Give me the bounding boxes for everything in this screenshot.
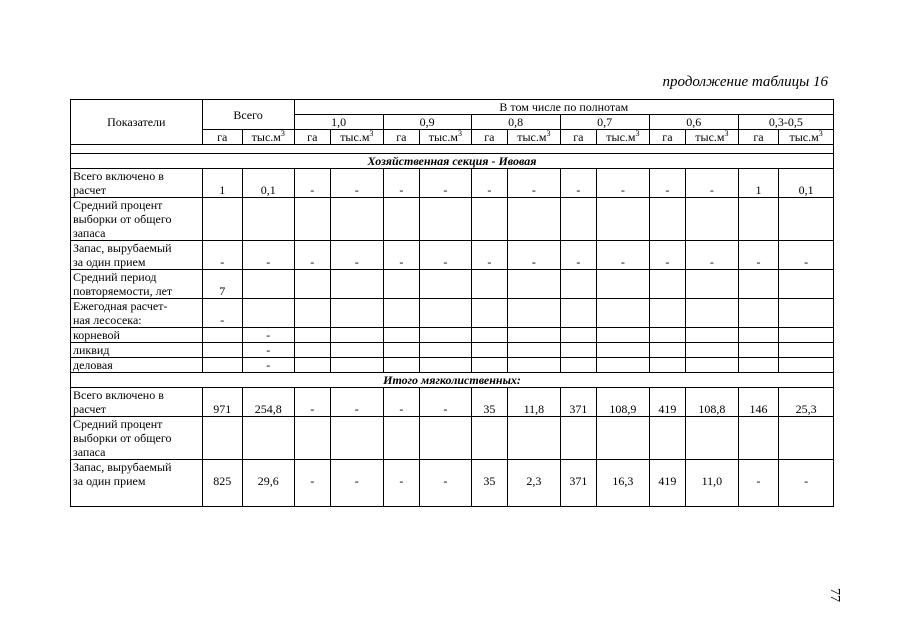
table-cell	[686, 343, 739, 358]
table-cell	[202, 417, 242, 460]
table-cell: 29,6	[242, 460, 294, 507]
table-cell: -	[649, 241, 685, 270]
header-unit-ha: га	[649, 130, 685, 145]
table-cell	[686, 270, 739, 299]
table-cell	[331, 417, 384, 460]
table-cell: -	[383, 241, 419, 270]
unit-m3-sup: 3	[280, 129, 285, 138]
table-cell	[508, 358, 561, 373]
header-density-3: 0,7	[560, 115, 649, 130]
table-cell	[738, 358, 778, 373]
table-row	[71, 169, 834, 198]
table-cell	[560, 358, 596, 373]
row-label	[71, 358, 203, 373]
table-cell	[597, 270, 650, 299]
table-cell: 419	[649, 460, 685, 507]
table-cell	[686, 358, 739, 373]
table-cell: -	[560, 169, 596, 198]
table-cell	[649, 270, 685, 299]
table-cell	[420, 343, 472, 358]
table-cell	[738, 299, 778, 328]
table-cell: -	[738, 241, 778, 270]
data-table	[70, 99, 834, 507]
table-cell	[294, 328, 330, 343]
table-cell	[202, 343, 242, 358]
row-label-line: Средний процент	[73, 417, 163, 431]
table-cell: 1	[202, 169, 242, 198]
table-cell: 2,3	[508, 460, 561, 507]
header-unit-ha: га	[202, 130, 242, 145]
table-cell	[597, 343, 650, 358]
table-cell	[471, 343, 507, 358]
table-cell	[202, 358, 242, 373]
table-cell: 146	[738, 388, 778, 417]
table-cell	[560, 270, 596, 299]
table-cell	[597, 417, 650, 460]
table-cell: -	[420, 241, 472, 270]
header-total: Всего	[202, 100, 294, 130]
table-cell	[331, 343, 384, 358]
table-row	[71, 417, 834, 460]
table-row	[71, 388, 834, 417]
table-cell	[383, 270, 419, 299]
table-cell	[738, 343, 778, 358]
row-label	[71, 460, 203, 507]
table-row	[71, 270, 834, 299]
header-density-0: 1,0	[294, 115, 383, 130]
table-cell	[686, 328, 739, 343]
table-row	[71, 328, 834, 343]
header-unit-m3	[242, 130, 294, 145]
row-label-line: выборки от общего	[73, 431, 172, 445]
header-unit-ha: га	[294, 130, 330, 145]
table-cell	[738, 417, 778, 460]
table-cell: 7	[202, 270, 242, 299]
table-row	[71, 198, 834, 241]
header-unit-m3	[508, 130, 561, 145]
table-cell: 0,1	[242, 169, 294, 198]
table-cell	[738, 270, 778, 299]
table-cell: 0,1	[779, 169, 834, 198]
table-cell	[560, 198, 596, 241]
row-label-line: за один прием	[73, 474, 146, 488]
row-label	[71, 417, 203, 460]
table-cell	[597, 328, 650, 343]
table-cell	[779, 343, 834, 358]
row-label	[71, 328, 203, 343]
table-cell: 16,3	[597, 460, 650, 507]
table-cell: -	[294, 388, 330, 417]
table-cell	[779, 198, 834, 241]
table-cell	[597, 299, 650, 328]
table-cell: -	[383, 460, 419, 507]
table-row	[71, 343, 834, 358]
row-label-line: ная лесосека:	[73, 313, 142, 327]
header-indicators: Показатели	[71, 100, 203, 145]
table-cell: 11,0	[686, 460, 739, 507]
unit-m3-sup: 3	[724, 129, 729, 138]
table-cell	[242, 270, 294, 299]
table-cell: -	[242, 358, 294, 373]
header-by-density: В том числе по полнотам	[294, 100, 833, 115]
table-cell: -	[597, 169, 650, 198]
row-label	[71, 270, 203, 299]
table-cell	[294, 198, 330, 241]
table-cell: 1	[738, 169, 778, 198]
table-cell	[202, 328, 242, 343]
table-cell: 371	[560, 460, 596, 507]
table-row	[71, 460, 834, 507]
table-cell: -	[383, 388, 419, 417]
table-row	[71, 241, 834, 270]
table-cell	[294, 299, 330, 328]
table-cell	[331, 358, 384, 373]
table-cell	[331, 270, 384, 299]
table-cell	[383, 343, 419, 358]
row-label	[71, 198, 203, 241]
table-cell: 35	[471, 460, 507, 507]
table-cell	[508, 343, 561, 358]
row-label	[71, 241, 203, 270]
header-unit-ha: га	[383, 130, 419, 145]
table-cell	[779, 328, 834, 343]
table-cell	[508, 299, 561, 328]
table-cell: -	[242, 328, 294, 343]
unit-m3-text: тыс.м	[606, 130, 636, 144]
row-label-line: Всего включено в	[73, 388, 164, 402]
table-cell	[649, 328, 685, 343]
header-density-4: 0,6	[649, 115, 738, 130]
table-cell: -	[597, 241, 650, 270]
blank-row	[71, 145, 834, 154]
header-row-1	[71, 100, 834, 115]
table-cell: -	[560, 241, 596, 270]
unit-m3-text: тыс.м	[251, 130, 281, 144]
table-cell	[779, 417, 834, 460]
row-label-line: повторяемости, лет	[73, 284, 173, 298]
section-title: Итого мягколиственных:	[71, 373, 834, 388]
table-cell	[242, 299, 294, 328]
table-cell: -	[686, 169, 739, 198]
section-title-row	[71, 154, 834, 169]
table-cell: -	[471, 169, 507, 198]
table-cell	[686, 299, 739, 328]
table-cell	[560, 417, 596, 460]
table-cell	[597, 198, 650, 241]
table-row	[71, 299, 834, 328]
table-cell	[471, 328, 507, 343]
table-cell	[420, 358, 472, 373]
table-cell	[649, 198, 685, 241]
table-cell	[294, 270, 330, 299]
table-cell: -	[383, 169, 419, 198]
header-unit-m3	[779, 130, 834, 145]
table-cell: 971	[202, 388, 242, 417]
table-cell	[202, 198, 242, 241]
table-cell	[560, 299, 596, 328]
unit-m3-text: тыс.м	[340, 130, 370, 144]
table-cell: -	[686, 241, 739, 270]
table-cell: 419	[649, 388, 685, 417]
table-cell: -	[779, 460, 834, 507]
table-cell	[508, 328, 561, 343]
table-cell: 254,8	[242, 388, 294, 417]
row-label-line: запаса	[73, 445, 106, 459]
table-cell	[686, 198, 739, 241]
table-cell: -	[471, 241, 507, 270]
table-cell	[560, 343, 596, 358]
table-cell	[779, 358, 834, 373]
table-cell: 825	[202, 460, 242, 507]
table-cell	[471, 299, 507, 328]
table-cell	[383, 328, 419, 343]
table-row	[71, 358, 834, 373]
table-cell: -	[294, 241, 330, 270]
unit-m3-sup: 3	[546, 129, 551, 138]
table-cell	[649, 417, 685, 460]
table-cell: -	[508, 241, 561, 270]
table-cell: -	[331, 241, 384, 270]
table-cell: -	[331, 460, 384, 507]
row-label	[71, 343, 203, 358]
table-cell	[738, 328, 778, 343]
row-label-line: корневой	[73, 328, 120, 342]
unit-m3-text: тыс.м	[428, 130, 458, 144]
table-cell	[294, 343, 330, 358]
header-unit-m3	[420, 130, 472, 145]
table-cell	[420, 270, 472, 299]
table-cell: -	[420, 388, 472, 417]
row-label-line: Ежегодная расчет-	[73, 299, 168, 313]
page-number: 77	[827, 588, 842, 602]
section-title: Хозяйственная секция - Ивовая	[71, 154, 834, 169]
table-cell: -	[202, 299, 242, 328]
table-cell: 11,8	[508, 388, 561, 417]
row-label-line: деловая	[73, 358, 113, 372]
table-cell	[242, 417, 294, 460]
table-cell: -	[331, 169, 384, 198]
table-cell	[331, 299, 384, 328]
table-cell: -	[294, 460, 330, 507]
table-cell	[649, 343, 685, 358]
table-cell: 25,3	[779, 388, 834, 417]
table-cell	[420, 299, 472, 328]
table-cell	[294, 358, 330, 373]
unit-m3-text: тыс.м	[517, 130, 547, 144]
header-unit-ha: га	[738, 130, 778, 145]
row-label	[71, 388, 203, 417]
table-cell	[471, 270, 507, 299]
unit-m3-sup: 3	[818, 129, 823, 138]
row-label-line: за один прием	[73, 255, 146, 269]
row-label-line: выборки от общего	[73, 212, 172, 226]
table-cell	[471, 198, 507, 241]
table-cell: -	[242, 343, 294, 358]
table-caption: продолжение таблицы 16	[662, 74, 828, 90]
section-title-row	[71, 373, 834, 388]
table-cell: -	[649, 169, 685, 198]
header-density-1: 0,9	[383, 115, 471, 130]
table-cell	[294, 417, 330, 460]
row-label	[71, 299, 203, 328]
unit-m3-sup: 3	[369, 129, 374, 138]
table-cell	[471, 358, 507, 373]
table-cell	[420, 198, 472, 241]
table-cell: 371	[560, 388, 596, 417]
table-cell	[508, 198, 561, 241]
row-label-line: ликвид	[73, 343, 110, 357]
table-cell	[383, 358, 419, 373]
row-label	[71, 169, 203, 198]
table-cell: -	[242, 241, 294, 270]
unit-m3-sup: 3	[635, 129, 640, 138]
table-cell	[649, 299, 685, 328]
row-label-line: Средний период	[73, 270, 157, 284]
row-label-line: Средний процент	[73, 198, 163, 212]
table-cell	[471, 417, 507, 460]
header-unit-ha: га	[560, 130, 596, 145]
table-cell	[331, 198, 384, 241]
row-label-line: Запас, вырубаемый	[73, 460, 172, 474]
table-cell	[383, 299, 419, 328]
header-density-5: 0,3-0,5	[738, 115, 833, 130]
table-cell	[738, 198, 778, 241]
table-cell	[560, 328, 596, 343]
table-cell	[420, 328, 472, 343]
table-cell	[779, 270, 834, 299]
table-cell: -	[420, 169, 472, 198]
table-cell: -	[202, 241, 242, 270]
unit-m3-text: тыс.м	[695, 130, 725, 144]
header-density-2: 0,8	[471, 115, 560, 130]
header-unit-m3	[597, 130, 650, 145]
row-label-line: Всего включено в	[73, 169, 164, 183]
table-cell	[686, 417, 739, 460]
row-label-line: запаса	[73, 226, 106, 240]
row-label-line: расчет	[73, 183, 107, 197]
table-cell: -	[294, 169, 330, 198]
table-cell: -	[508, 169, 561, 198]
table-cell: -	[420, 460, 472, 507]
row-label-line: Запас, вырубаемый	[73, 241, 172, 255]
table-cell	[649, 358, 685, 373]
table-cell	[508, 270, 561, 299]
table-cell: 108,9	[597, 388, 650, 417]
table-cell	[597, 358, 650, 373]
header-unit-m3	[331, 130, 384, 145]
table-cell: 35	[471, 388, 507, 417]
table-cell	[383, 198, 419, 241]
table-cell: -	[331, 388, 384, 417]
table-cell	[779, 299, 834, 328]
table-cell: -	[738, 460, 778, 507]
table-cell	[420, 417, 472, 460]
header-unit-m3	[686, 130, 739, 145]
table-cell	[242, 198, 294, 241]
table-cell	[508, 417, 561, 460]
header-unit-ha: га	[471, 130, 507, 145]
row-label-line: расчет	[73, 402, 107, 416]
table-cell	[383, 417, 419, 460]
unit-m3-sup: 3	[457, 129, 462, 138]
unit-m3-text: тыс.м	[789, 130, 819, 144]
table-cell: 108,8	[686, 388, 739, 417]
table-cell: -	[779, 241, 834, 270]
table-cell	[331, 328, 384, 343]
